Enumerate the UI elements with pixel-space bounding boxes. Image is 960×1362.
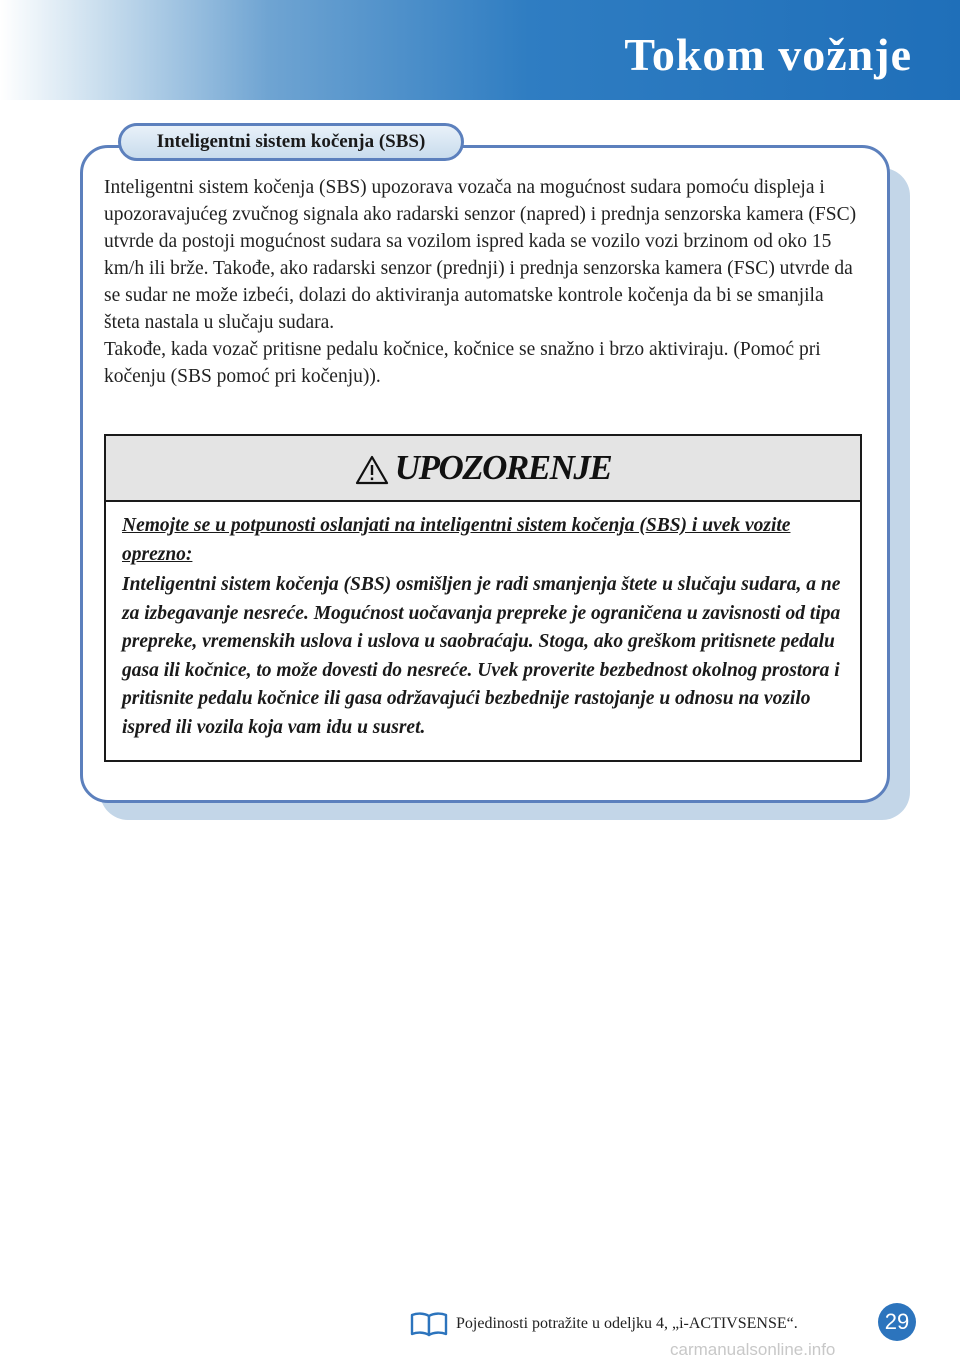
page-number-badge: 29 — [878, 1303, 916, 1341]
page-header — [0, 0, 960, 100]
section-tab-label: Inteligentni sistem kočenja (SBS) — [118, 123, 464, 161]
warning-body — [106, 502, 860, 742]
page-title: Tokom vožnje — [624, 29, 912, 80]
warning-box — [104, 434, 862, 762]
warning-header — [106, 436, 860, 502]
section-body — [104, 174, 864, 390]
watermark: carmanualsonline.info — [670, 1340, 836, 1359]
warning-triangle-icon — [355, 455, 389, 485]
warning-lead: Nemojte se u potpunosti oslanjati na inteligentni sistem kočenja (SBS) i uvek vozite oprezno: — [122, 515, 791, 565]
footer-reference — [410, 1309, 798, 1339]
body-paragraph-2: Takođe, kada vozač pritisne pedalu kočnice, kočnice se snažno i brzo aktiviraju. (Pomoć pri kočenju (SBS pomoć pri kočenju)). — [104, 339, 821, 387]
book-icon — [410, 1311, 448, 1337]
warning-title: UPOZORENJE — [394, 448, 612, 487]
warning-text: Inteligentni sistem kočenja (SBS) osmišljen je radi smanjenja štete u slučaju sudara, a ne za izbegavanje nesreće. Mogućnost uočavanja prepreke je ograničena u zavisnosti od tipa prepreke, vremenskih uslova i uslova u saobraćaju. Stoga, ako greškom pritisnete pedalu gasa ili kočnice, to može dovesti do nesreće. Uvek proverite bezbednost okolnog prostora i pritisnite pedalu kočnice ili gasa održavajući bezbednije rastojanje u odnosu na vozilo ispred ili vozila koja vam idu u susret. — [122, 574, 841, 738]
body-paragraph-1: Inteligentni sistem kočenja (SBS) upozorava vozača na mogućnost sudara pomoću displeja i upozoravajućeg zvučnog signala ako radarski senzor (napred) i prednja senzorska kamera (FSC) utvrde da postoji mogućnost sudara sa vozilom ispred kada se vozilo vozi brzinom od oko 15 km/h ili brže. Takođe, ako radarski senzor (prednji) i prednja senzorska kamera (FSC) utvrde da se sudar ne može izbeći, dolazi do aktiviranja automatske kontrole kočenja da bi se smanjila šteta nastala u slučaju sudara. — [104, 177, 857, 333]
footer-note-text: Pojedinosti potražite u odeljku 4, „i-ACTIVSENSE“. — [456, 1315, 798, 1332]
